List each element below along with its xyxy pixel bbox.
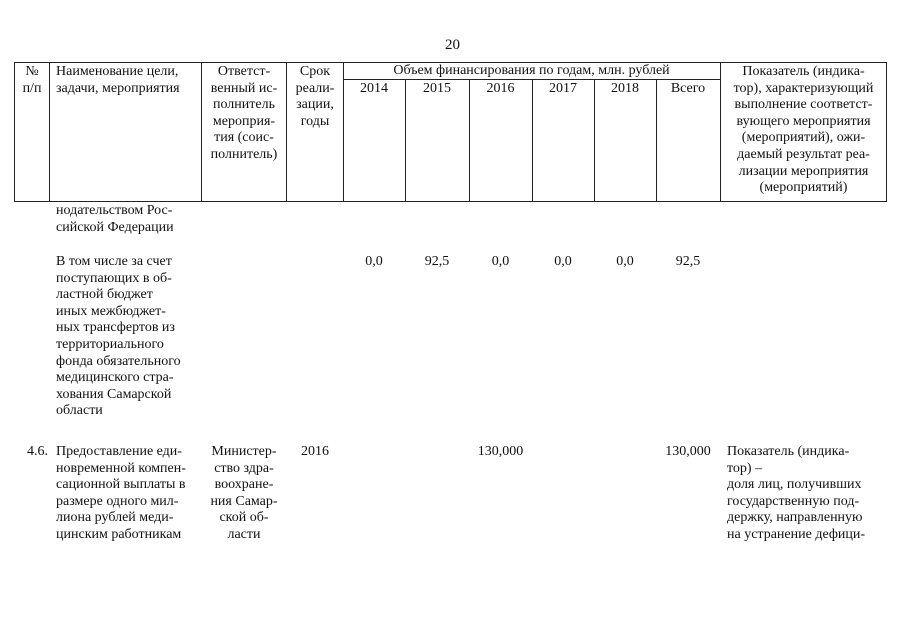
header-responsible-line: мероприя- bbox=[212, 113, 276, 129]
vline-11 bbox=[886, 62, 887, 202]
row-number: 4.6. bbox=[27, 444, 48, 459]
row-responsible-line: воохране- bbox=[214, 477, 274, 493]
header-responsible-line: тия (соис- bbox=[214, 130, 274, 146]
row-indicator-line: держку, направленную bbox=[727, 510, 863, 526]
header-indicator-line: даемый результат реа- bbox=[737, 146, 870, 162]
row-name-line: фонда обязательного bbox=[56, 353, 181, 369]
row-value-2014: 0,0 bbox=[365, 254, 383, 269]
row-responsible-line: ния Самар- bbox=[210, 493, 278, 509]
header-term-line: зации, bbox=[296, 97, 334, 113]
page-number: 20 bbox=[445, 37, 460, 53]
row-term: 2016 bbox=[301, 444, 329, 459]
header-year-2018: 2018 bbox=[611, 81, 639, 96]
header-name bbox=[56, 64, 200, 97]
header-year-2014: 2014 bbox=[360, 81, 388, 96]
row-value-2018: 0,0 bbox=[616, 254, 634, 269]
header-term bbox=[287, 64, 343, 130]
row-name-line: ластной бюджет bbox=[56, 287, 153, 303]
row-name-line: размере одного мил- bbox=[56, 493, 179, 509]
row-value-total: 130,000 bbox=[665, 444, 711, 459]
header-indicator-line: Показатель (индика- bbox=[742, 64, 865, 79]
header-name-line: задачи, мероприятия bbox=[56, 80, 180, 96]
header-number-line: п/п bbox=[22, 80, 42, 96]
row-indicator bbox=[727, 444, 883, 544]
row-value-total: 92,5 bbox=[675, 254, 701, 269]
header-indicator-line: лизации мероприятия bbox=[738, 163, 869, 179]
row-indicator-line: государственную под- bbox=[727, 493, 860, 509]
row-name-line: области bbox=[56, 403, 103, 419]
header-indicator bbox=[721, 64, 886, 197]
header-responsible-line: венный ис- bbox=[210, 80, 278, 96]
header-funding: Объем финансирования по годам, млн. рублей bbox=[393, 63, 670, 78]
header-indicator-line: вующего мероприятия bbox=[736, 113, 871, 129]
row-value-2016: 0,0 bbox=[491, 254, 510, 269]
row-indicator-line: тор) – bbox=[727, 460, 763, 476]
row-value-2015: 92,5 bbox=[424, 254, 450, 269]
header-term-line: реали- bbox=[295, 80, 335, 96]
row-name-line: нодательством Рос- bbox=[56, 203, 173, 218]
header-responsible-line: полнитель bbox=[213, 97, 275, 113]
row-name-line: сационной выплаты в bbox=[56, 477, 186, 493]
header-year-2016: 2016 bbox=[486, 81, 515, 96]
row-name-line: лиона рублей меди- bbox=[56, 510, 174, 526]
header-indicator-line: тор), характеризующий bbox=[733, 80, 874, 96]
row-name-line: сийской Федерации bbox=[56, 219, 174, 235]
row-indicator-line: на устранение дефици- bbox=[727, 526, 866, 542]
row-responsible-line: ласти bbox=[227, 526, 261, 542]
header-term-line: Срок bbox=[299, 64, 331, 79]
row-responsible-line: Министер- bbox=[211, 444, 277, 459]
row-name-line: иных межбюджет- bbox=[56, 303, 166, 319]
header-indicator-line: выполнение соответст- bbox=[734, 97, 873, 113]
table-row bbox=[56, 444, 198, 544]
header-indicator-line: (мероприятий) bbox=[759, 180, 848, 196]
row-value-2016: 130,000 bbox=[477, 444, 524, 459]
header-number-line: № bbox=[25, 64, 39, 79]
row-name-line: новременной компен- bbox=[56, 460, 186, 476]
row-name-line: цинским работникам bbox=[56, 526, 182, 542]
header-responsible bbox=[202, 64, 286, 164]
table-row bbox=[56, 254, 198, 420]
header-indicator-line: (мероприятий), ожи- bbox=[741, 130, 866, 146]
row-name-line: В том числе за счет bbox=[56, 254, 172, 269]
header-year-2017: 2017 bbox=[549, 81, 577, 96]
row-name-line: территориального bbox=[56, 336, 164, 352]
header-term-line: годы bbox=[300, 113, 330, 129]
row-name-line: Предоставление еди- bbox=[56, 444, 182, 459]
header-total: Всего bbox=[670, 81, 706, 96]
row-name-line: хования Самарской bbox=[56, 386, 172, 402]
header-responsible-line: полнитель) bbox=[210, 146, 278, 162]
header-bottom-border bbox=[14, 201, 886, 202]
row-responsible-line: ство здра- bbox=[214, 460, 274, 476]
row-name-line: ных трансфертов из bbox=[56, 320, 175, 336]
header-number bbox=[14, 64, 50, 97]
header-name-line: Наименование цели, bbox=[56, 64, 179, 79]
row-responsible bbox=[202, 444, 286, 544]
row-indicator-line: Показатель (индика- bbox=[727, 444, 850, 459]
row-responsible-line: ской об- bbox=[219, 510, 269, 526]
header-year-2015: 2015 bbox=[423, 81, 451, 96]
table-row bbox=[56, 203, 198, 236]
row-value-2017: 0,0 bbox=[554, 254, 572, 269]
row-indicator-line: доля лиц, получивших bbox=[727, 477, 862, 493]
header-responsible-line: Ответст- bbox=[217, 64, 271, 79]
row-name-line: медицинского стра- bbox=[56, 370, 174, 386]
row-name-line: поступающих в об- bbox=[56, 270, 172, 286]
